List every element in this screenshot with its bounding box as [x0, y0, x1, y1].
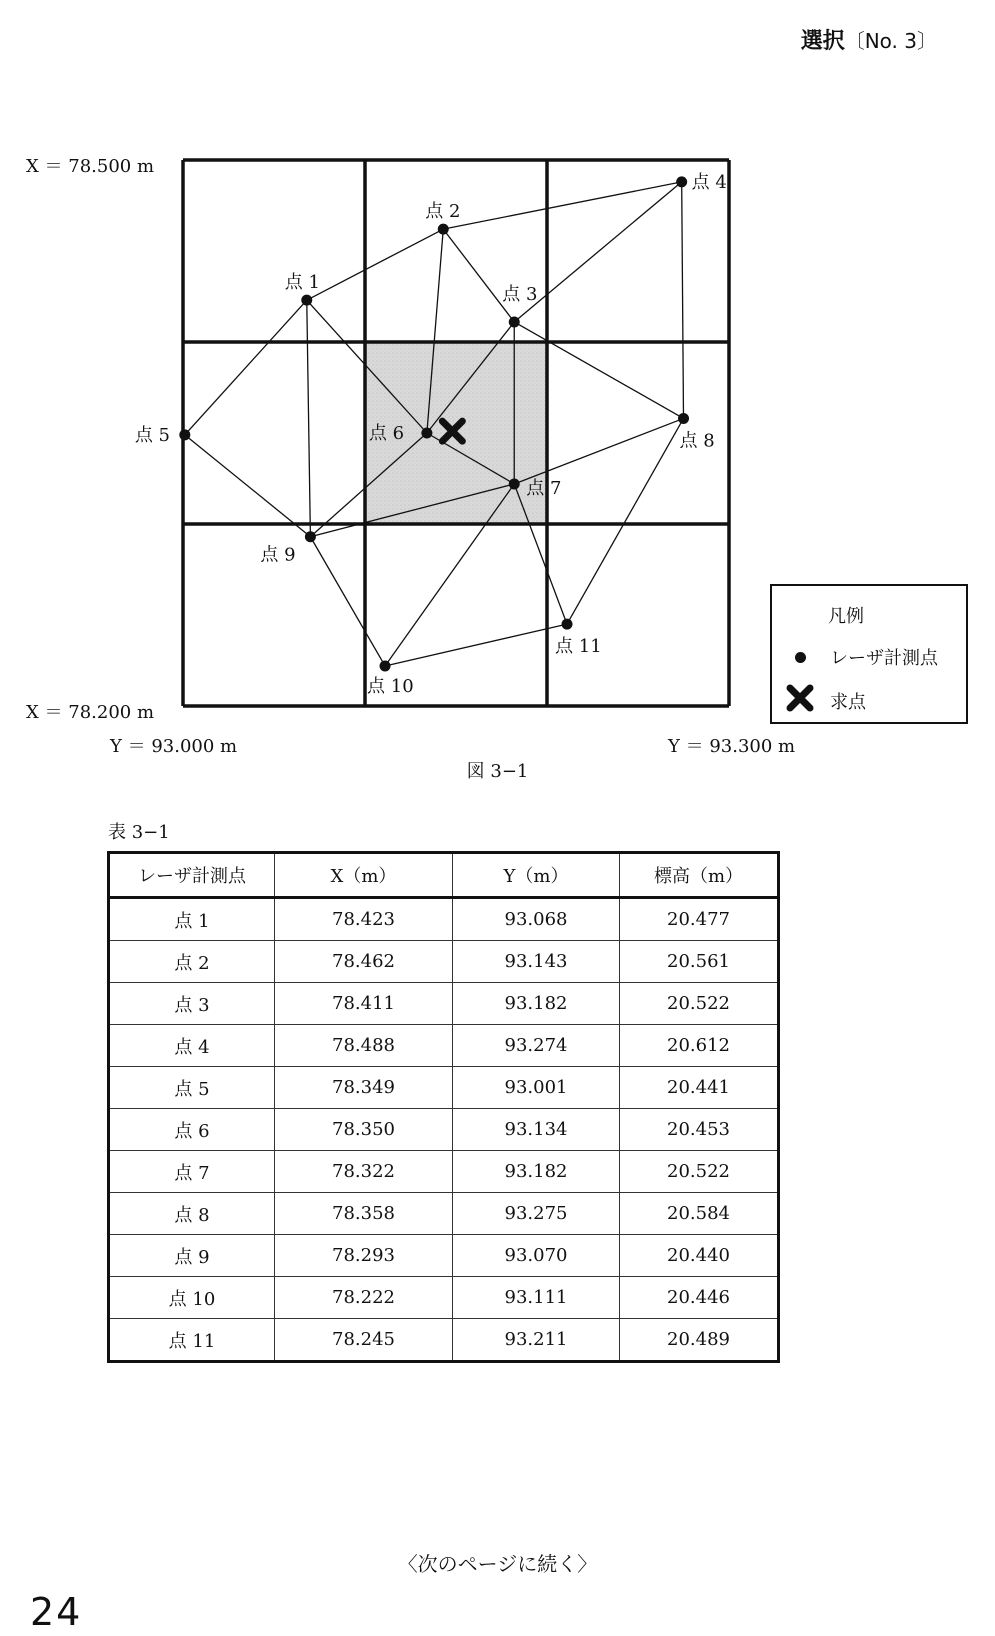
triangle-edge — [567, 418, 683, 624]
survey-point-label: 点 8 — [679, 430, 715, 452]
cell-x: 78.349 — [275, 1067, 453, 1109]
cell-x: 78.358 — [275, 1193, 453, 1235]
survey-point-label: 点 7 — [526, 477, 562, 499]
cell-point: 点 7 — [109, 1151, 275, 1193]
table-header-row — [109, 853, 779, 898]
triangle-edge — [443, 182, 681, 229]
survey-point-marker — [676, 176, 687, 187]
point-marker-icon — [795, 652, 806, 663]
survey-point-label: 点 6 — [368, 423, 405, 444]
legend-point-row — [786, 644, 938, 670]
survey-point-label: 点 10 — [367, 675, 414, 697]
section-label: 選択 — [800, 29, 845, 54]
cell-x: 78.350 — [275, 1109, 453, 1151]
cell-point: 点 9 — [109, 1235, 275, 1277]
survey-point-label: 点 5 — [134, 424, 171, 446]
cell-point: 点 11 — [109, 1319, 275, 1362]
triangle-edge — [185, 300, 307, 435]
cell-elevation: 20.446 — [620, 1277, 779, 1319]
y-right-label: Y ＝ 93.300 m — [668, 736, 796, 757]
table-row — [109, 1025, 779, 1067]
cell-x: 78.222 — [275, 1277, 453, 1319]
cell-point: 点 4 — [109, 1025, 275, 1067]
triangle-edge — [185, 435, 311, 537]
triangle-edge — [310, 537, 385, 666]
cell-y: 93.068 — [453, 898, 620, 941]
triangle-edge — [307, 300, 311, 537]
header-elevation: 標高（m） — [620, 853, 779, 898]
survey-point-marker — [562, 619, 573, 630]
cell-y: 93.143 — [453, 941, 620, 983]
cell-y: 93.070 — [453, 1235, 620, 1277]
cell-elevation: 20.561 — [620, 941, 779, 983]
cross-marker-icon — [786, 684, 814, 717]
cell-x: 78.293 — [275, 1235, 453, 1277]
cell-y: 93.275 — [453, 1193, 620, 1235]
figure-caption: 図 3−1 — [466, 761, 529, 782]
table-row — [109, 1067, 779, 1109]
legend-title: 凡例 — [828, 606, 864, 627]
y-left-label: Y ＝ 93.000 m — [110, 736, 238, 757]
legend-box — [770, 584, 968, 724]
cell-elevation: 20.522 — [620, 1151, 779, 1193]
cell-y: 93.134 — [453, 1109, 620, 1151]
header-point: レーザ計測点 — [109, 853, 275, 898]
triangle-edge — [385, 624, 567, 666]
legend-target-row — [786, 684, 866, 717]
question-number: 〔No. 3〕 — [844, 29, 937, 53]
measurement-table — [107, 851, 780, 1363]
survey-point-label: 点 9 — [260, 544, 296, 566]
table-row — [109, 1277, 779, 1319]
cell-x: 78.423 — [275, 898, 453, 941]
cell-x: 78.245 — [275, 1319, 453, 1362]
cell-point: 点 1 — [109, 898, 275, 941]
cell-x: 78.488 — [275, 1025, 453, 1067]
cell-elevation: 20.453 — [620, 1109, 779, 1151]
table-row — [109, 941, 779, 983]
survey-point-marker — [179, 429, 190, 440]
cell-point: 点 5 — [109, 1067, 275, 1109]
cell-elevation: 20.477 — [620, 898, 779, 941]
survey-point-marker — [305, 531, 316, 542]
table-row — [109, 1109, 779, 1151]
cell-x: 78.322 — [275, 1151, 453, 1193]
survey-point-marker — [438, 224, 449, 235]
survey-point-marker — [301, 295, 312, 306]
cell-y: 93.001 — [453, 1067, 620, 1109]
cell-y: 93.274 — [453, 1025, 620, 1067]
survey-point-marker — [421, 428, 432, 439]
cell-elevation: 20.584 — [620, 1193, 779, 1235]
survey-point-label: 点 3 — [502, 283, 538, 305]
page-number: 24 — [30, 1590, 83, 1634]
cell-elevation: 20.441 — [620, 1067, 779, 1109]
survey-point-label: 点 11 — [555, 636, 602, 658]
survey-point-marker — [509, 316, 520, 327]
table-row — [109, 898, 779, 941]
table-row — [109, 1319, 779, 1362]
cell-y: 93.211 — [453, 1319, 620, 1362]
cell-y: 93.111 — [453, 1277, 620, 1319]
cell-point: 点 6 — [109, 1109, 275, 1151]
table-row — [109, 983, 779, 1025]
table-caption: 表 3−1 — [108, 822, 170, 843]
header-x: X（m） — [275, 853, 453, 898]
legend-point-label: レーザ計測点 — [830, 648, 938, 669]
survey-point-marker — [678, 413, 689, 424]
cell-x: 78.462 — [275, 941, 453, 983]
cell-y: 93.182 — [453, 1151, 620, 1193]
x-top-label: X ＝ 78.500 m — [26, 156, 155, 177]
table-row — [109, 1235, 779, 1277]
survey-point-label: 点 2 — [425, 201, 461, 223]
triangle-edge — [307, 229, 444, 300]
survey-point-marker — [380, 660, 391, 671]
table-row — [109, 1151, 779, 1193]
legend-target-label: 求点 — [830, 691, 866, 713]
survey-point-marker — [509, 478, 520, 489]
cell-x: 78.411 — [275, 983, 453, 1025]
survey-point-label: 点 1 — [284, 272, 320, 294]
triangle-edge — [682, 182, 684, 419]
cell-elevation: 20.522 — [620, 983, 779, 1025]
cell-elevation: 20.612 — [620, 1025, 779, 1067]
cell-point: 点 2 — [109, 941, 275, 983]
survey-point-label: 点 4 — [691, 171, 727, 193]
cell-elevation: 20.489 — [620, 1319, 779, 1362]
header-y: Y（m） — [453, 853, 620, 898]
cell-elevation: 20.440 — [620, 1235, 779, 1277]
cell-point: 点 3 — [109, 983, 275, 1025]
cell-y: 93.182 — [453, 983, 620, 1025]
x-bottom-label: X ＝ 78.200 m — [26, 702, 155, 723]
cell-point: 点 8 — [109, 1193, 275, 1235]
triangle-edge — [514, 182, 681, 322]
cell-point: 点 10 — [109, 1277, 275, 1319]
table-row — [109, 1193, 779, 1235]
triangle-edge — [443, 229, 514, 322]
continue-note: 〈次のページに続く〉 — [397, 1552, 598, 1576]
